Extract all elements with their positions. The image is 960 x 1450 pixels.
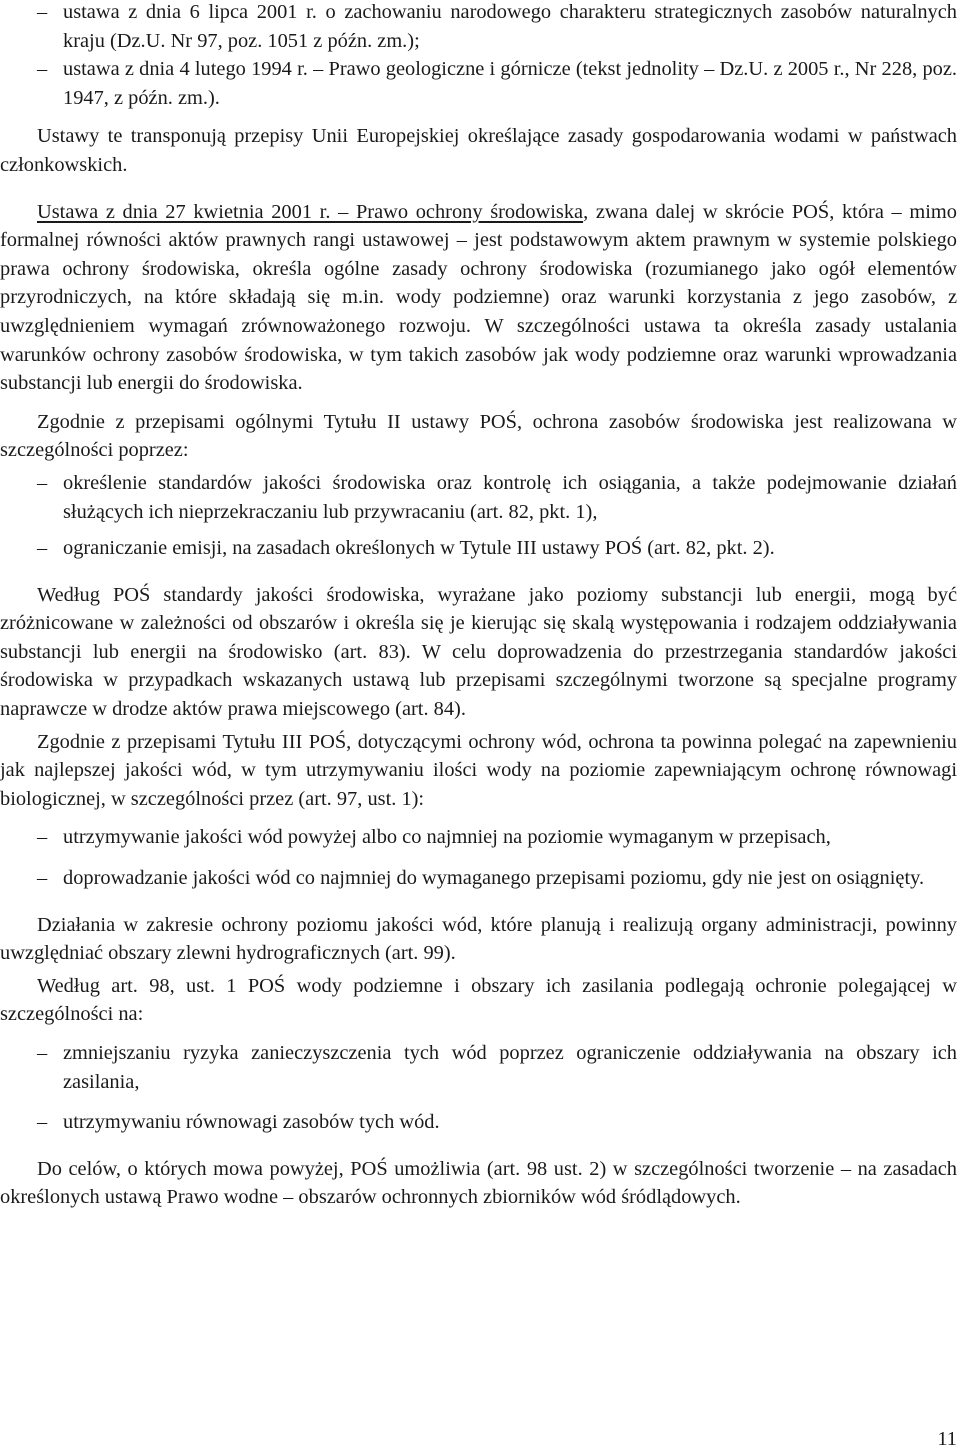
list-item <box>0 864 957 893</box>
dash-bullet: – <box>37 58 48 81</box>
page-number: 11 <box>937 1428 957 1450</box>
paragraph-title-3: Zgodnie z przepisami Tytułu III POŚ, dotyczącymi ochrony wód, ochrona ta powinna polegać na zapewnieniu jak najlepszej jakości wód, w tym utrzymywaniu ilości wody na poziomie zapewniającym ochronę równowagi biologicznej, w szczególności przez (art. 97, ust. 1): <box>0 730 957 810</box>
paragraph-transposition: Ustawy te transponują przepisy Unii Europejskiej określające zasady gospodarowania wodami w państwach członkowskich. <box>0 125 957 176</box>
list-item-text: zmniejszaniu ryzyka zanieczyszczenia tych wód poprzez ograniczenie oddziaływania na obszary ich zasilania, <box>63 1042 957 1093</box>
list-item <box>0 0 957 55</box>
dash-bullet: – <box>37 1 48 23</box>
paragraph-pos-definition <box>0 198 957 398</box>
paragraph-protection-zones: Do celów, o których mowa powyżej, POŚ umożliwia (art. 98 ust. 2) w szczególności tworzenie – na zasadach określonych ustawą Prawo wodne – obszarów ochronnych zbiorników wód śródlądowych. <box>0 1157 957 1209</box>
dash-bullet: – <box>37 1042 48 1064</box>
legislation-list <box>0 0 957 112</box>
list-item-text: określenie standardów jakości środowiska oraz kontrolę ich osiągania, a także podejmowanie działań służących ich nieprzekraczaniu lub przywracaniu (art. 82, pkt. 1), <box>63 471 957 523</box>
list-item <box>0 469 957 526</box>
title-3-list <box>0 823 957 892</box>
dash-bullet: – <box>37 471 48 494</box>
paragraph-art-98: Według art. 98, ust. 1 POŚ wody podziemne i obszary ich zasilania podlegają ochronie polegającej w szczególności na: <box>0 974 957 1026</box>
list-item-text: ustawa z dnia 4 lutego 1994 r. – Prawo geologiczne i górnicze (tekst jednolity – Dz.U. z 2005 r., Nr 228, poz. 1947, z późn. zm.). <box>63 58 957 109</box>
dash-bullet: – <box>37 826 48 849</box>
art-98-list <box>0 1039 957 1137</box>
list-item <box>0 1039 957 1096</box>
list-item-text: doprowadzanie jakości wód co najmniej do wymaganego przepisami poziomu, gdy nie jest on osiągnięty. <box>63 867 925 890</box>
list-item <box>0 534 957 563</box>
dash-bullet: – <box>37 1111 48 1134</box>
list-item-text: utrzymywaniu równowagi zasobów tych wód. <box>63 1111 440 1134</box>
paragraph-standards: Według POŚ standardy jakości środowiska, wyrażane jako poziomy substancji lub energii, mogą być zróżnicowane w zależności od obszarów i określa się je kierując się skalą występowania i rodzajem oddziaływania substancji lub energii na środowisko (art. 83). W celu doprowadzenia do przestrzegania standardów jakości środowiska w przypadkach wskazanych ustawą lub przepisami szczególnymi tworzone są specjalne programy naprawcze w drodze aktów prawa miejscowego (art. 84). <box>0 583 957 721</box>
pos-definition-text: , zwana dalej w skrócie POŚ, która – mimo formalnej równości aktów prawnych rangi ustawowej – jest podstawowym aktem prawnym w systemie polskiego prawa ochrony środowiska, określa ogólne zasady ochrony środowiska (rozumianego jako ogół elementów przyrodniczych, na które składają się m.in. wody podziemne) oraz warunki korzystania z jego zasobów, z uwzględnieniem wymagań zrównoważonego rozwoju. W szczególności ustawa ta określa zasady ustalania warunków ochrony zasobów środowiska, w tym takich zasobów jak wody podziemne oraz warunki wprowadzania substancji lub energii do środowiska. <box>0 200 957 395</box>
pos-act-title: Ustawa z dnia 27 kwietnia 2001 r. – Prawo ochrony środowiska <box>37 200 584 223</box>
list-item-text: utrzymywanie jakości wód powyżej albo co najmniej na poziomie wymaganym w przepisach, <box>63 826 831 849</box>
list-item-text: ustawa z dnia 6 lipca 2001 r. o zachowaniu narodowego charakteru strategicznych zasobów naturalnych kraju (Dz.U. Nr 97, poz. 1051 z późn. zm.); <box>63 1 957 52</box>
paragraph-actions: Działania w zakresie ochrony poziomu jakości wód, które planują i realizują organy administracji, powinny uwzględniać obszary zlewni hydrograficznych (art. 99). <box>0 913 957 965</box>
list-item-text: ograniczanie emisji, na zasadach określonych w Tytule III ustawy POŚ (art. 82, pkt. 2). <box>63 537 775 560</box>
paragraph-title-2: Zgodnie z przepisami ogólnymi Tytułu II ustawy POŚ, ochrona zasobów środowiska jest realizowana w szczególności poprzez: <box>0 410 957 462</box>
dash-bullet: – <box>37 537 48 560</box>
dash-bullet: – <box>37 867 48 890</box>
list-item <box>0 1108 957 1137</box>
list-item <box>0 823 957 852</box>
title-2-list <box>0 469 957 563</box>
list-item <box>0 55 957 112</box>
